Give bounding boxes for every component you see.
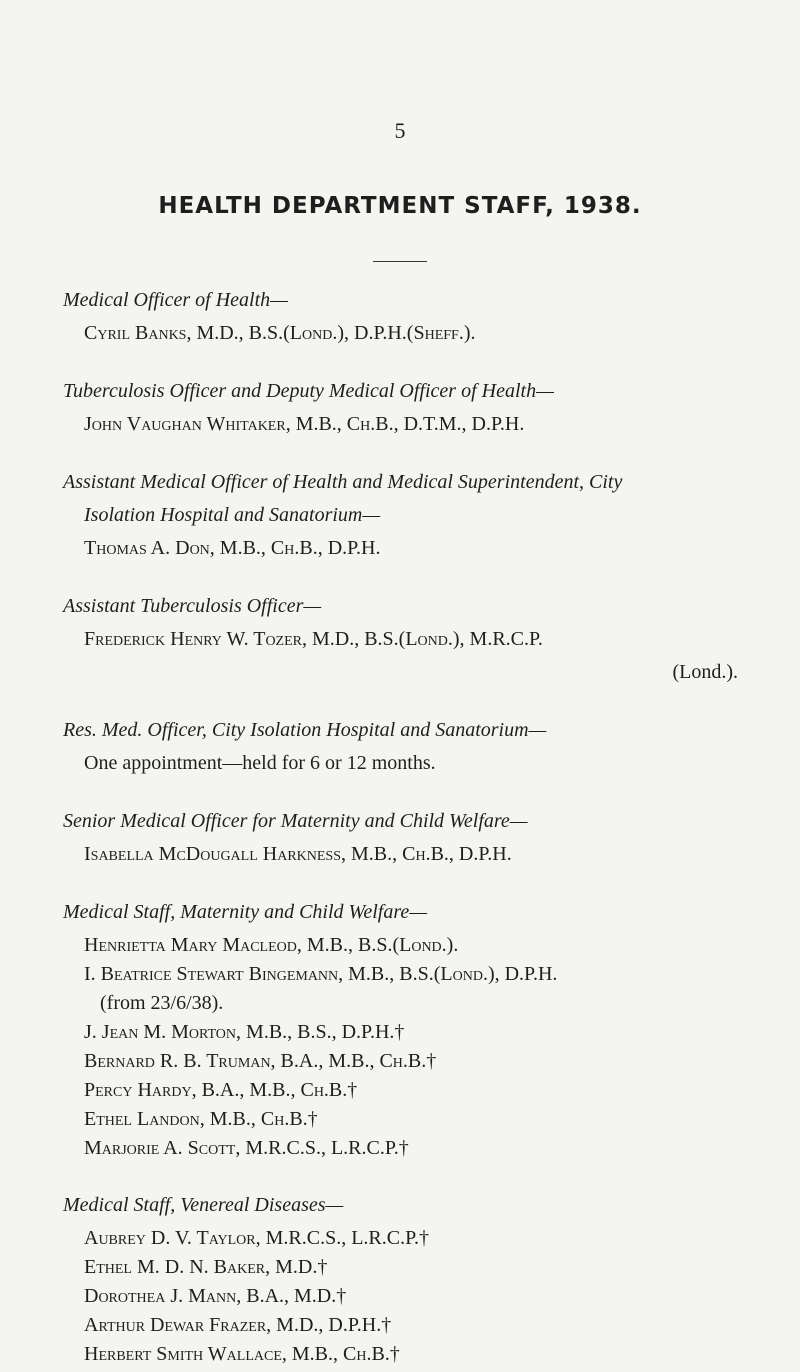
staff-entry: J. Jean M. Morton, M.B., B.S., D.P.H.†	[84, 1021, 405, 1043]
staff-entry: Marjorie A. Scott, M.R.C.S., L.R.C.P.†	[84, 1137, 409, 1159]
section-heading: Medical Officer of Health—	[63, 289, 288, 311]
staff-entry: Herbert Smith Wallace, M.B., Ch.B.†	[84, 1343, 400, 1365]
staff-entry: Henrietta Mary Macleod, M.B., B.S.(Lond.).	[84, 934, 459, 956]
page-number: 5	[394, 118, 406, 143]
staff-entry-continued: (from 23/6/38).	[100, 992, 224, 1014]
page-title: HEALTH DEPARTMENT STAFF, 1938.	[158, 193, 642, 219]
title-divider	[373, 261, 427, 262]
staff-entry: Aubrey D. V. Taylor, M.R.C.S., L.R.C.P.†	[84, 1227, 430, 1249]
staff-entry: Isabella McDougall Harkness, M.B., Ch.B., D.P.H.	[84, 843, 512, 865]
staff-entry: Dorothea J. Mann, B.A., M.D.†	[84, 1285, 347, 1307]
staff-entry: Cyril Banks, M.D., B.S.(Lond.), D.P.H.(Sheff.).	[84, 322, 476, 344]
section-heading: Assistant Tuberculosis Officer—	[63, 595, 322, 617]
section-heading-continued: Isolation Hospital and Sanatorium—	[84, 504, 381, 526]
staff-entry: John Vaughan Whitaker, M.B., Ch.B., D.T.M., D.P.H.	[84, 413, 525, 435]
staff-entry: One appointment—held for 6 or 12 months.	[84, 752, 436, 774]
section-heading: Assistant Medical Officer of Health and Medical Superintendent, City	[63, 471, 623, 493]
staff-entry-continued: (Lond.).	[672, 661, 738, 683]
staff-entry: Thomas A. Don, M.B., Ch.B., D.P.H.	[84, 537, 381, 559]
staff-entry: Ethel Landon, M.B., Ch.B.†	[84, 1108, 318, 1130]
staff-entry: Arthur Dewar Frazer, M.D., D.P.H.†	[84, 1314, 392, 1336]
staff-entry: I. Beatrice Stewart Bingemann, M.B., B.S.(Lond.), D.P.H.	[84, 963, 558, 985]
staff-entry: Frederick Henry W. Tozer, M.D., B.S.(Lond.), M.R.C.P.	[84, 628, 543, 650]
section-heading: Tuberculosis Officer and Deputy Medical Officer of Health—	[63, 380, 554, 402]
staff-entry: Percy Hardy, B.A., M.B., Ch.B.†	[84, 1079, 358, 1101]
section-heading: Medical Staff, Maternity and Child Welfare—	[63, 901, 428, 923]
staff-entry: Ethel M. D. N. Baker, M.D.†	[84, 1256, 328, 1278]
section-heading: Medical Staff, Venereal Diseases—	[63, 1194, 344, 1216]
section-heading: Senior Medical Officer for Maternity and Child Welfare—	[63, 810, 528, 832]
staff-entry: Bernard R. B. Truman, B.A., M.B., Ch.B.†	[84, 1050, 437, 1072]
section-heading: Res. Med. Officer, City Isolation Hospital and Sanatorium—	[63, 719, 547, 741]
